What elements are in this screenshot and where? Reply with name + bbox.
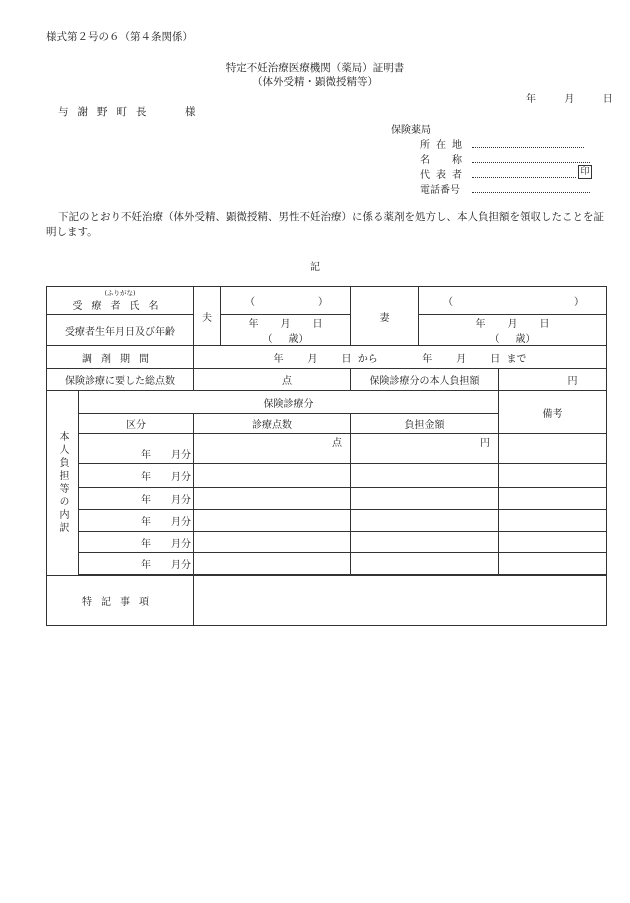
remarks-cell[interactable] <box>499 532 607 553</box>
document-subtitle: （体外受精・顕微授精等） <box>252 76 378 88</box>
burden-amount-cell[interactable] <box>351 510 499 532</box>
address-line[interactable] <box>472 147 584 148</box>
issue-date <box>526 90 613 105</box>
burden-amount-cell[interactable] <box>351 553 499 575</box>
breakdown-label: 本人負担等の内訳 <box>47 391 79 576</box>
medical-points-cell[interactable] <box>194 510 351 532</box>
patient-name-label: (ふりがな) 受療者氏名 <box>47 287 194 315</box>
pharmacy-heading: 保険薬局 <box>391 125 431 136</box>
medical-points-cell[interactable] <box>194 464 351 488</box>
wife-birth-field[interactable]: 年 月 日 （ 歳） <box>419 315 607 346</box>
remarks-cell[interactable] <box>499 553 607 575</box>
representative-label: 代表者 <box>420 170 468 181</box>
month-row-label: 年 月分 <box>79 510 194 532</box>
remarks-label: 備考 <box>499 391 607 434</box>
honorific: 様 <box>185 106 196 118</box>
remarks-cell[interactable] <box>499 464 607 488</box>
insurance-section-label: 保険診療分 <box>79 391 499 414</box>
issue-date-month: 月 <box>564 94 575 105</box>
burden-amount-cell[interactable] <box>351 488 499 510</box>
phone-label: 電話番号 <box>420 185 460 196</box>
self-pay-label: 保険診療分の本人負担額 <box>351 369 499 391</box>
addressee: 与謝野町長 <box>58 106 156 118</box>
remarks-cell[interactable] <box>499 488 607 510</box>
form-number: 様式第２号の６（第４条関係） <box>46 31 193 43</box>
special-notes-label: 特記事項 <box>47 576 194 626</box>
name-label: 名称 <box>420 155 484 166</box>
dispensing-period-label: 調剤期間 <box>47 346 194 369</box>
month-row-label: 年 月分 <box>79 464 194 488</box>
certificate-table <box>46 286 607 626</box>
medical-points-cell[interactable] <box>194 553 351 575</box>
burden-amount-cell[interactable] <box>351 532 499 553</box>
category-header: 区分 <box>79 414 194 434</box>
husband-name-field[interactable]: （ ） <box>221 287 351 315</box>
burden-amount-header: 負担金額 <box>351 414 499 434</box>
representative-line[interactable] <box>472 177 576 178</box>
self-pay-field[interactable]: 円 <box>499 369 607 391</box>
birth-age-label: 受療者生年月日及び年齢 <box>47 315 194 346</box>
ki-label: 記 <box>310 262 320 273</box>
month-row-label: 年 月分 <box>79 488 194 510</box>
phone-line[interactable] <box>472 192 590 193</box>
medical-points-cell[interactable] <box>194 488 351 510</box>
issue-date-year: 年 <box>526 94 536 105</box>
month-row-label: 年 月分 <box>79 532 194 553</box>
total-points-label: 保険診療に要した総点数 <box>47 369 194 391</box>
special-notes-field[interactable] <box>194 576 607 626</box>
medical-points-cell[interactable]: 点 <box>194 434 351 464</box>
burden-amount-cell[interactable]: 円 <box>351 434 499 464</box>
remarks-cell[interactable] <box>499 434 607 464</box>
dispensing-period-field[interactable]: 年 月 日 から 年 月 日 まで <box>194 346 607 369</box>
certification-statement: 下記のとおり不妊治療（体外受精、顕微授精、男性不妊治療）に係る薬剤を処方し、本人負担額を領収したことを証明します。 <box>46 211 604 238</box>
address-label: 所在地 <box>420 140 468 151</box>
medical-points-header: 診療点数 <box>194 414 351 434</box>
medical-points-cell[interactable] <box>194 532 351 553</box>
issue-date-day: 日 <box>602 94 613 105</box>
wife-label: 妻 <box>351 287 419 346</box>
month-row-label: 年 月分 <box>79 553 194 575</box>
total-points-field[interactable]: 点 <box>194 369 351 391</box>
document-title: 特定不妊治療医療機関（薬局）証明書 <box>225 62 405 74</box>
husband-birth-field[interactable]: 年 月 日 （ 歳） <box>221 315 351 346</box>
remarks-cell[interactable] <box>499 510 607 532</box>
burden-amount-cell[interactable] <box>351 464 499 488</box>
month-row-label: 年 月分 <box>79 434 194 464</box>
wife-name-field[interactable]: （ ） <box>419 287 607 315</box>
seal-mark: 印 <box>578 165 592 179</box>
name-line[interactable] <box>472 162 590 163</box>
husband-label: 夫 <box>194 287 221 346</box>
